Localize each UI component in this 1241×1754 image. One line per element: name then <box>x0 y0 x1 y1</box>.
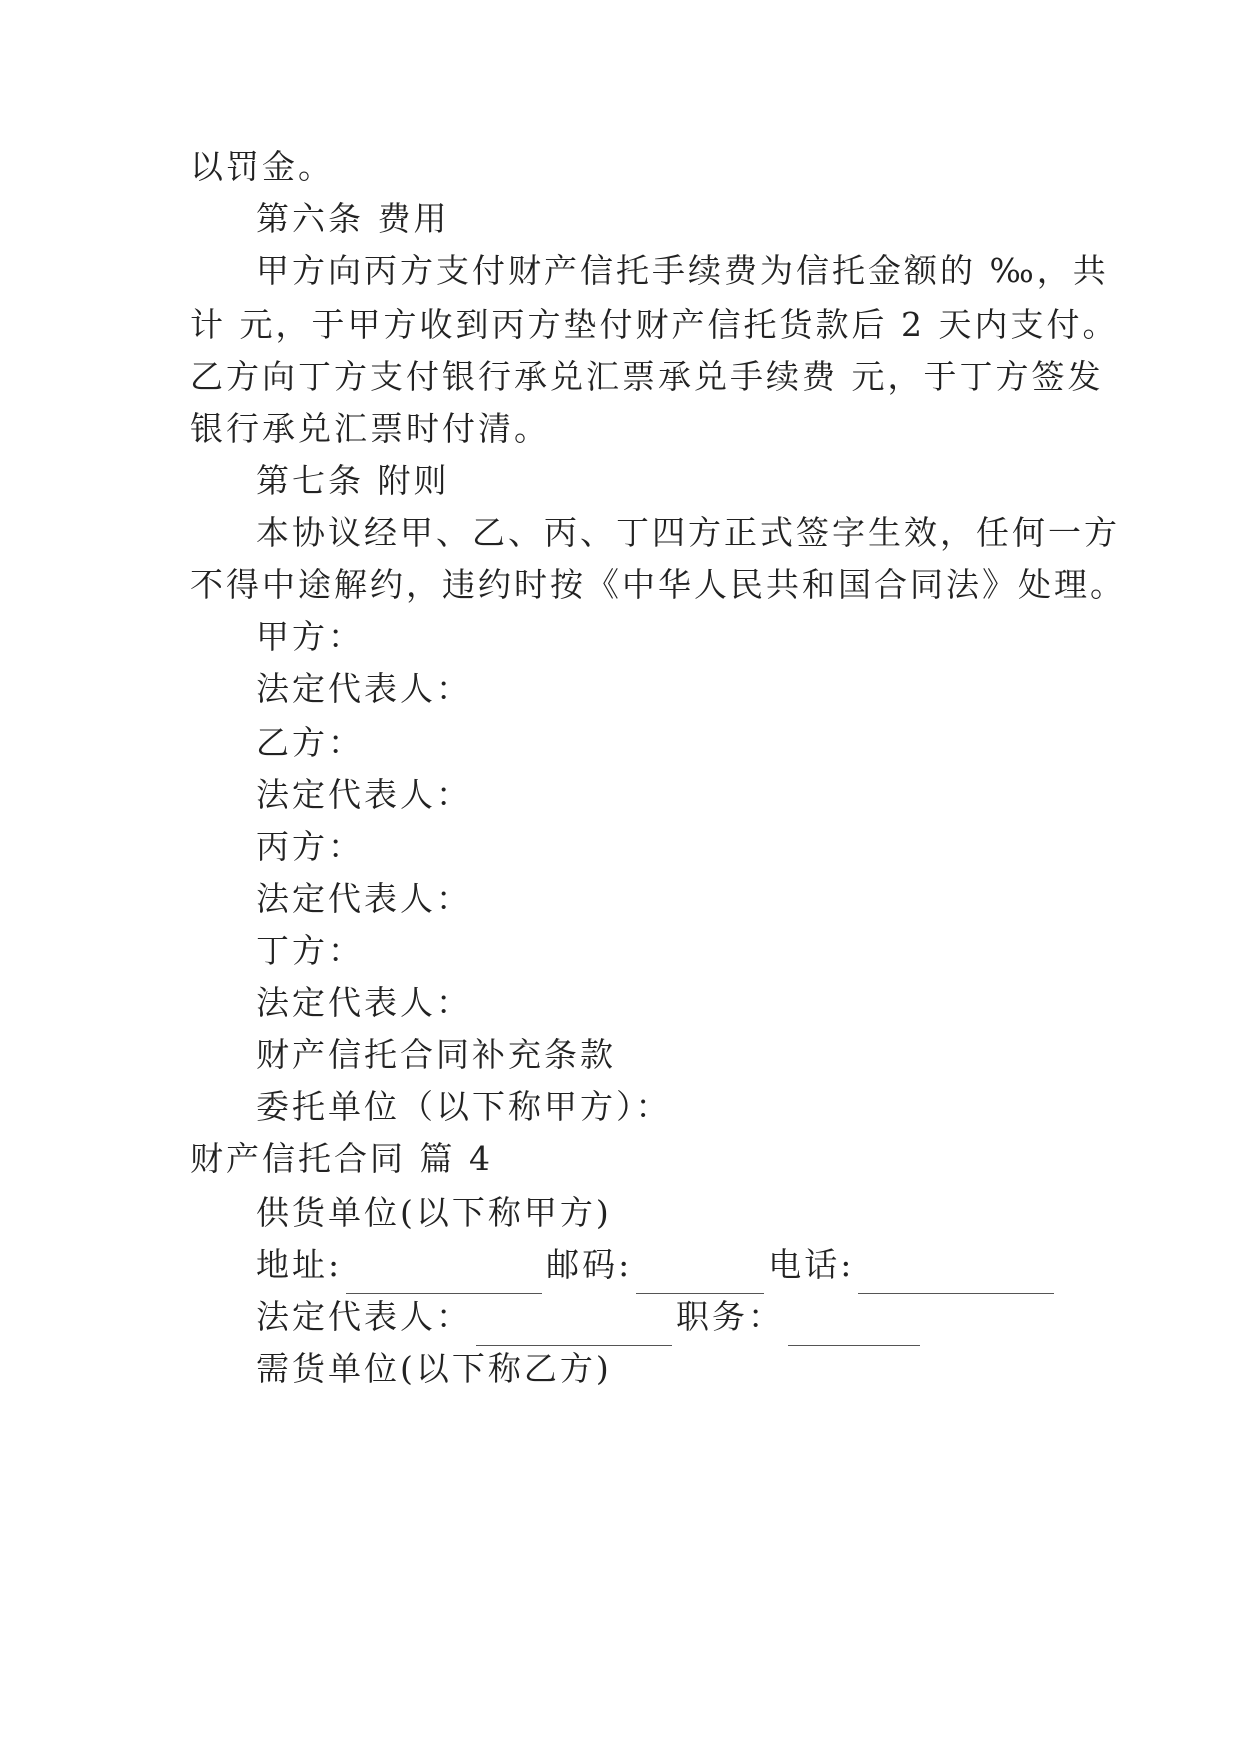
job-title-label: 职务： <box>676 1297 784 1336</box>
representative-line <box>256 1288 1136 1346</box>
section-heading: 财产信托合同 篇 4 <box>190 1139 493 1178</box>
legal-representative-label: 法定代表人： <box>256 983 472 1022</box>
paragraph-line: 银行承兑汇票时付清。 <box>190 409 550 448</box>
paragraph-line: 甲方向丙方支付财产信托手续费为信托金额的 ‰，共 <box>256 251 1109 290</box>
legal-representative-label: 法定代表人： <box>256 775 472 814</box>
paragraph-line: 需货单位(以下称乙方) <box>256 1349 612 1388</box>
party-b-label: 乙方： <box>256 723 364 762</box>
article-seven-heading: 第七条 附则 <box>256 461 450 500</box>
legal-representative-label: 法定代表人： <box>256 669 472 708</box>
address-label: 地址: <box>256 1245 343 1284</box>
paragraph-line: 计 元，于甲方收到丙方垫付财产信托货款后 2 天内支付。 <box>190 305 1119 344</box>
paragraph-line: 委托单位（以下称甲方）： <box>256 1087 672 1126</box>
party-c-label: 丙方： <box>256 827 364 866</box>
legal-representative-label: 法定代表人： <box>256 879 472 918</box>
supplier-contact-line <box>256 1236 1136 1294</box>
paragraph-line: 乙方向丁方支付银行承兑汇票承兑手续费 元，于丁方签发 <box>190 357 1104 396</box>
postcode-label: 邮码: <box>546 1245 633 1284</box>
party-d-label: 丁方： <box>256 931 364 970</box>
party-a-label: 甲方： <box>256 617 364 656</box>
article-six-heading: 第六条 费用 <box>256 199 450 238</box>
paragraph-line: 不得中途解约，违约时按《中华人民共和国合同法》处理。 <box>190 565 1126 604</box>
paragraph-line: 以罚金。 <box>190 147 334 186</box>
supplementary-clauses-title: 财产信托合同补充条款 <box>256 1035 616 1074</box>
paragraph-line: 供货单位(以下称甲方) <box>256 1193 612 1232</box>
paragraph-line: 本协议经甲、乙、丙、丁四方正式签字生效，任何一方 <box>256 513 1120 552</box>
phone-label: 电话: <box>768 1245 855 1284</box>
legal-representative-label: 法定代表人： <box>256 1297 472 1336</box>
